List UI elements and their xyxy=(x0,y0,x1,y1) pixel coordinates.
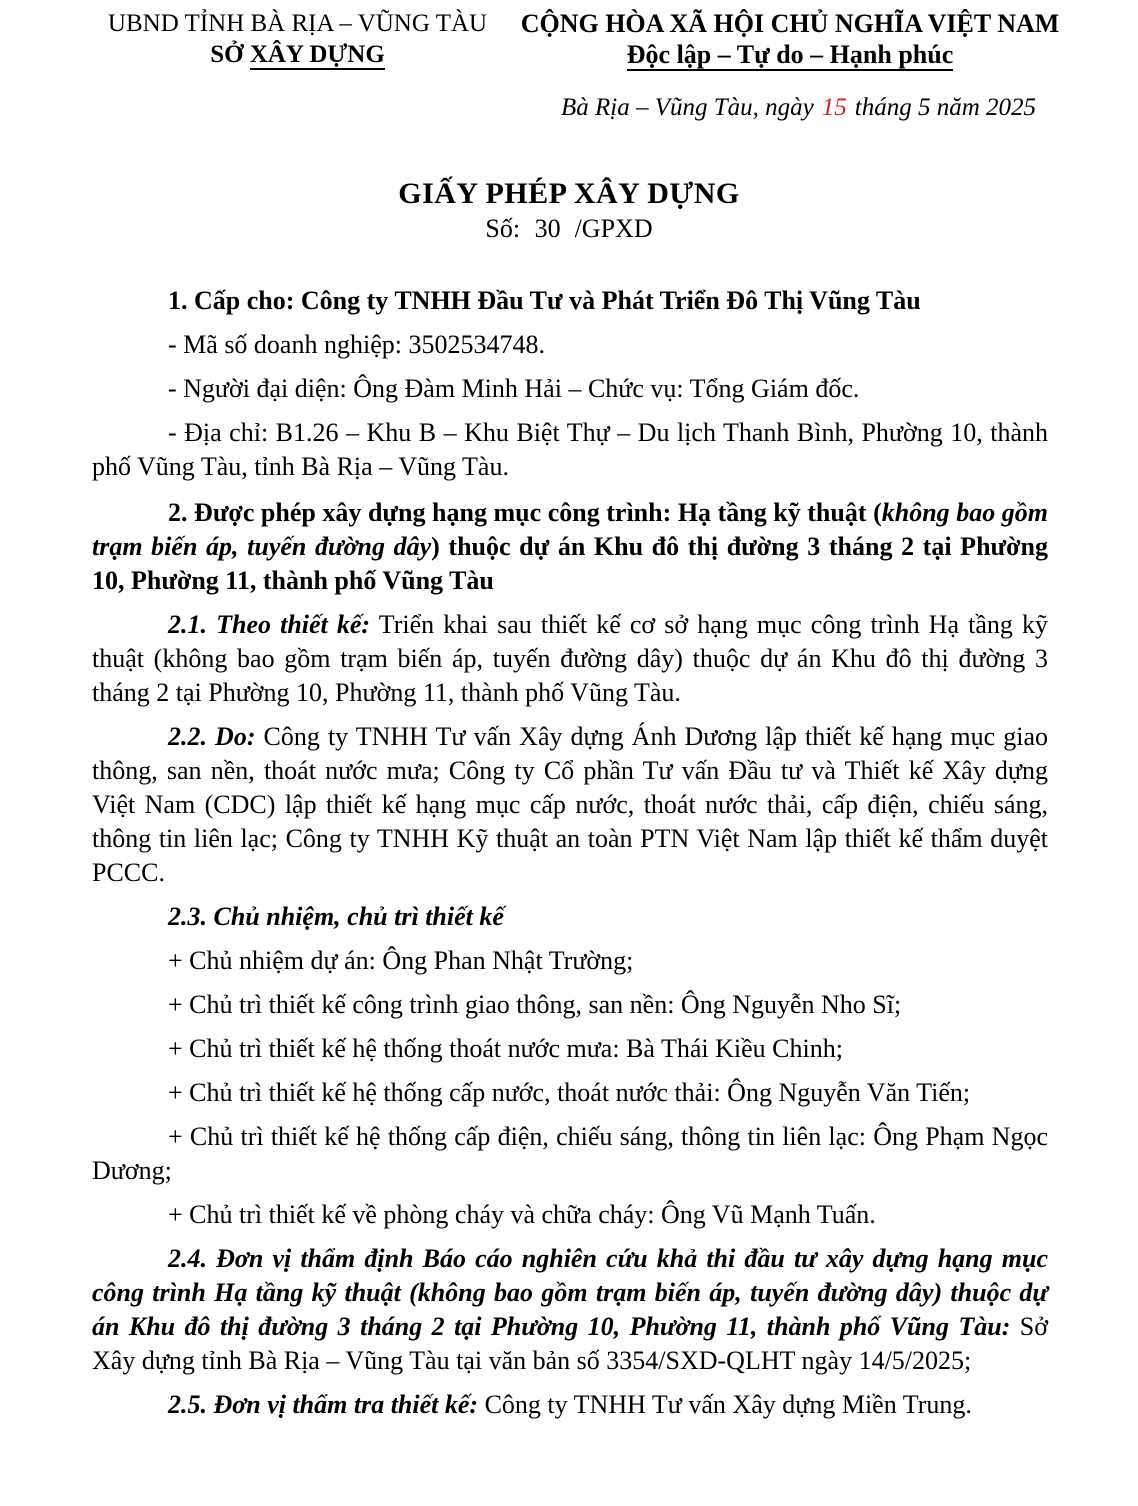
section2-2 xyxy=(92,720,1048,890)
section2-1-text: Triển khai sau thiết kế cơ sở hạng mục công trình Hạ tầng kỹ thuật (không bao gồm trạm biến áp, tuyến đường dây) thuộc dự án Khu đô thị đường 3 tháng 2 tại Phường 10, Phường 11, thành phố Vũng Tàu. xyxy=(92,610,1048,707)
dateline-suffix: tháng 5 năm 2025 xyxy=(854,94,1036,121)
national-motto xyxy=(512,8,1068,70)
dateline-day: 15 xyxy=(821,94,847,121)
section2-heading-italic: không bao gồm trạm biến áp, tuyến đường dây xyxy=(92,498,1048,561)
section2-5-text: Công ty TNHH Tư vấn Xây dựng Miền Trung. xyxy=(478,1390,972,1419)
section2-3-item: + Chủ trì thiết kế về phòng cháy và chữa cháy: Ông Vũ Mạnh Tuấn. xyxy=(168,1200,876,1229)
section2-heading-b: ) thuộc dự án Khu đô thị đường 3 tháng 2 tại Phường 10, Phường 11, thành phố Vũng Tàu xyxy=(92,532,1048,595)
document-title: GIẤY PHÉP XÂY DỰNG xyxy=(398,177,740,210)
section1-address: - Địa chỉ: B1.26 – Khu B – Khu Biệt Thự – Du lịch Thanh Bình, Phường 10, thành phố Vũng Tàu, tỉnh Bà Rịa – Vũng Tàu. xyxy=(92,418,1048,481)
section1-heading: 1. Cấp cho: Công ty TNHH Đầu Tư và Phát Triển Đô Thị Vũng Tàu xyxy=(168,286,921,315)
section2-2-text: Công ty TNHH Tư vấn Xây dựng Ánh Dương lập thiết kế hạng mục giao thông, san nền, thoát nước mưa; Công ty Cổ phần Tư vấn Đầu tư và Thiết kế Xây dựng Việt Nam (CDC) lập thiết kế hạng mục cấp nước, thoát nước thải, cấp điện, chiếu sáng, thông tin liên lạc; Công ty TNHH Kỹ thuật an toàn PTN Việt Nam lập thiết kế thẩm duyệt PCCC. xyxy=(92,722,1049,887)
section1-representative: - Người đại diện: Ông Đàm Minh Hải – Chức vụ: Tổng Giám đốc. xyxy=(168,374,860,403)
document-number-prefix: Số: xyxy=(485,214,521,243)
document-number-value: 30 xyxy=(534,214,561,243)
dateline-prefix: Bà Rịa – Vũng Tàu, ngày xyxy=(560,94,814,121)
section2-1-label: 2.1. Theo thiết kế: xyxy=(168,610,371,639)
issuing-agency xyxy=(100,8,495,70)
section2-3-item: + Chủ nhiệm dự án: Ông Phan Nhật Trường; xyxy=(168,946,634,975)
document-number-suffix: /GPXD xyxy=(574,214,653,243)
section2-3-item: + Chủ trì thiết kế hệ thống cấp nước, thoát nước thải: Ông Nguyễn Văn Tiến; xyxy=(168,1078,971,1107)
document-body xyxy=(92,284,1048,1422)
section2-1 xyxy=(92,608,1048,710)
agency-line2-underlined: XÂY DỰNG xyxy=(249,41,385,68)
section2-2-label: 2.2. Do: xyxy=(168,722,256,751)
section2-3-item: + Chủ trì thiết kế hệ thống thoát nước mưa: Bà Thái Kiều Chinh; xyxy=(168,1034,843,1063)
section2-5-label: 2.5. Đơn vị thẩm tra thiết kế: xyxy=(168,1390,479,1419)
nation-line1: CỘNG HÒA XÃ HỘI CHỦ NGHĨA VIỆT NAM xyxy=(520,9,1060,38)
agency-line2-prefix: SỞ xyxy=(210,41,250,68)
nation-line2-wrap xyxy=(512,39,1068,70)
document-number xyxy=(0,214,1138,244)
section1-tax-code: - Mã số doanh nghiệp: 3502534748. xyxy=(168,330,545,359)
section2-4-text: Sở Xây dựng tỉnh Bà Rịa – Vũng Tàu tại văn bản số 3354/SXD-QLHT ngày 14/5/2025; xyxy=(92,1312,1048,1375)
agency-line2 xyxy=(100,39,495,70)
section2-3-heading: 2.3. Chủ nhiệm, chủ trì thiết kế xyxy=(168,902,504,931)
section2-3-item: + Chủ trì thiết kế công trình giao thông, san nền: Ông Nguyễn Nho Sĩ; xyxy=(168,990,902,1019)
section2-4-label: 2.4. Đơn vị thẩm định Báo cáo nghiên cứu khả thi đầu tư xây dựng hạng mục công trình Hạ tầng kỹ thuật (không bao gồm trạm biến áp, tuyến đường dây) thuộc dự án Khu đô thị đường 3 tháng 2 tại Phường 10, Phường 11, thành phố Vũng Tàu: xyxy=(92,1244,1048,1341)
section2-5 xyxy=(92,1388,1048,1422)
section2-heading xyxy=(92,496,1048,598)
section2-3-item: + Chủ trì thiết kế hệ thống cấp điện, chiếu sáng, thông tin liên lạc: Ông Phạm Ngọc Dương; xyxy=(92,1122,1048,1185)
section2-heading-a: 2. Được phép xây dựng hạng mục công trình: Hạ tầng kỹ thuật ( xyxy=(168,498,882,527)
dateline xyxy=(561,94,1036,122)
nation-line2: Độc lập – Tự do – Hạnh phúc xyxy=(626,40,954,69)
section2-4 xyxy=(92,1242,1048,1378)
agency-line1: UBND TỈNH BÀ RỊA – VŨNG TÀU xyxy=(107,10,488,37)
